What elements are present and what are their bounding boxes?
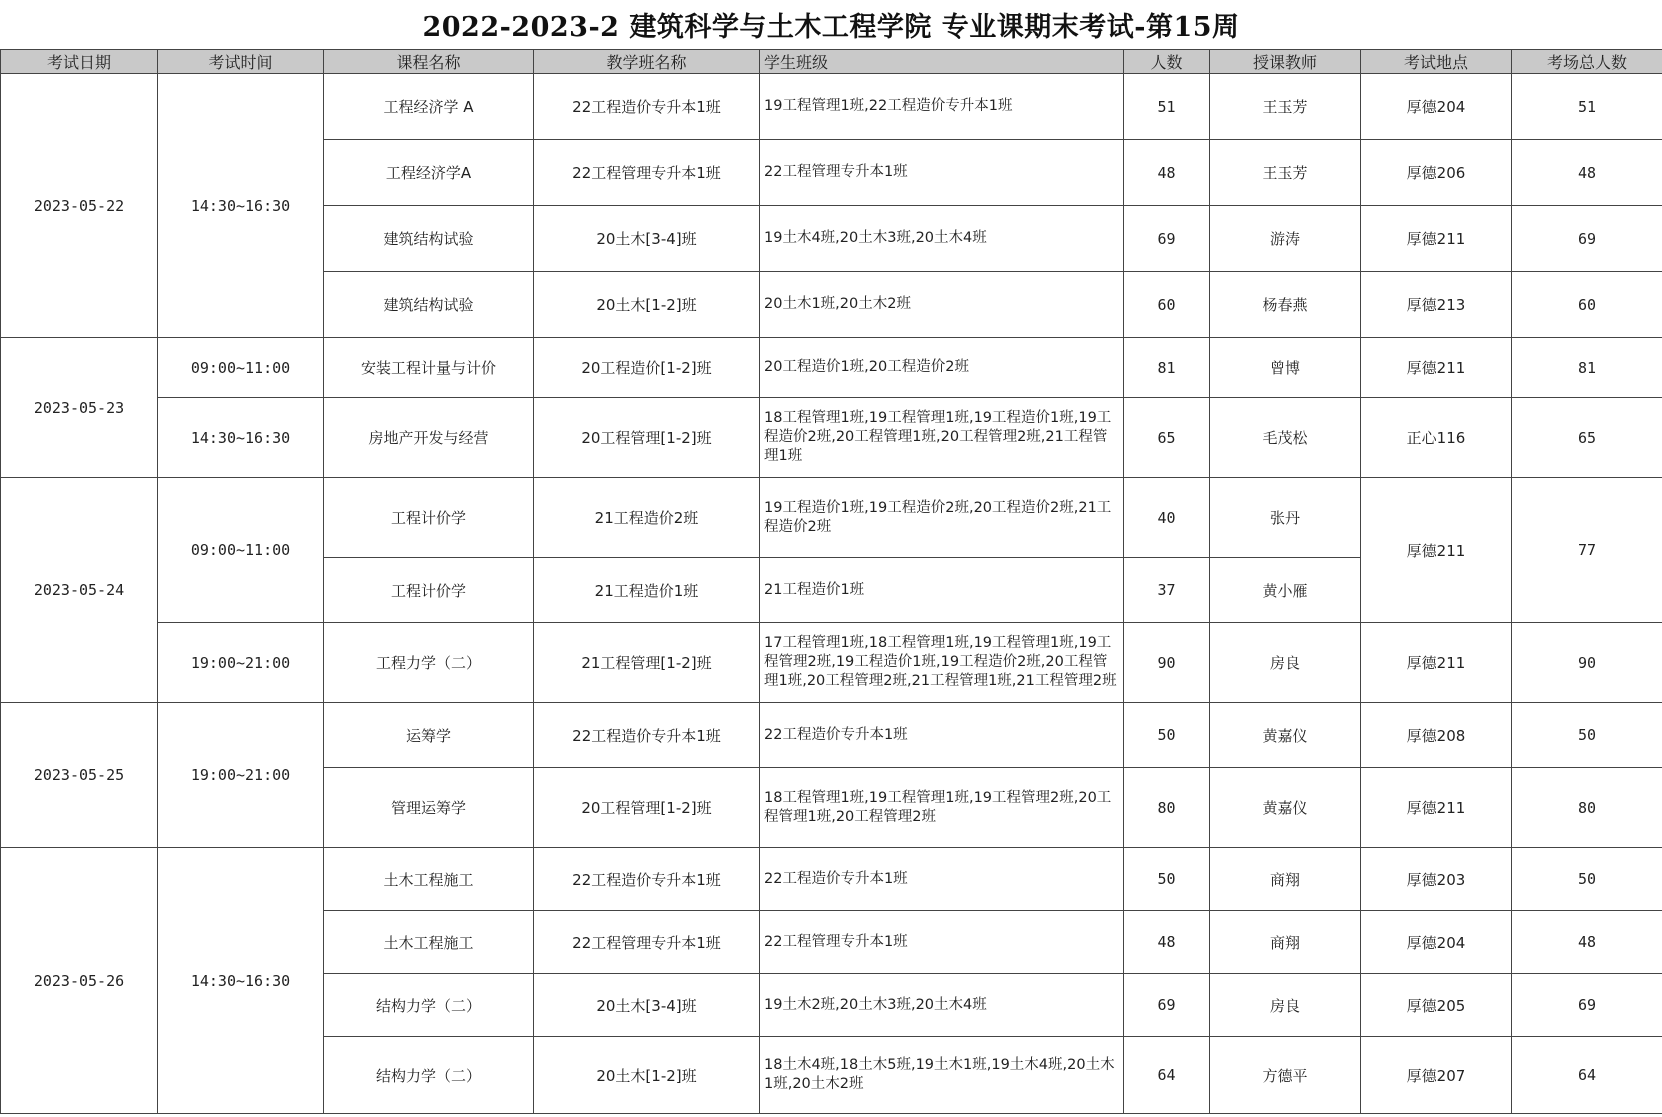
cell-teacher[interactable]: 张丹 bbox=[1210, 478, 1361, 558]
cell-class-name[interactable]: 22工程造价专升本1班 bbox=[534, 848, 760, 911]
cell-total[interactable]: 81 bbox=[1512, 338, 1662, 398]
cell-time[interactable]: 19:00~21:00 bbox=[158, 623, 324, 703]
header-students[interactable]: 学生班级 bbox=[760, 50, 1124, 74]
cell-date[interactable]: 2023-05-24 bbox=[1, 478, 158, 703]
cell-total[interactable]: 50 bbox=[1512, 703, 1662, 768]
cell-count[interactable]: 48 bbox=[1124, 140, 1210, 206]
cell-course[interactable]: 工程力学（二） bbox=[324, 623, 534, 703]
cell-course[interactable]: 运筹学 bbox=[324, 703, 534, 768]
header-teacher[interactable]: 授课教师 bbox=[1210, 50, 1361, 74]
table-row bbox=[1, 478, 1662, 558]
cell-course[interactable]: 管理运筹学 bbox=[324, 768, 534, 848]
cell-students[interactable]: 22工程管理专升本1班 bbox=[760, 911, 1124, 974]
cell-students[interactable]: 19土木2班,20土木3班,20土木4班 bbox=[760, 974, 1124, 1037]
cell-location[interactable]: 厚德213 bbox=[1361, 272, 1512, 338]
cell-location[interactable]: 厚德211 bbox=[1361, 206, 1512, 272]
cell-location[interactable]: 厚德211 bbox=[1361, 478, 1512, 623]
cell-class-name[interactable]: 22工程管理专升本1班 bbox=[534, 140, 760, 206]
cell-location[interactable]: 厚德211 bbox=[1361, 768, 1512, 848]
table-row bbox=[1, 848, 1662, 911]
cell-total[interactable]: 69 bbox=[1512, 974, 1662, 1037]
cell-total[interactable]: 90 bbox=[1512, 623, 1662, 703]
cell-course[interactable]: 土木工程施工 bbox=[324, 848, 534, 911]
cell-students[interactable]: 22工程造价专升本1班 bbox=[760, 703, 1124, 768]
cell-teacher[interactable]: 杨春燕 bbox=[1210, 272, 1361, 338]
cell-course[interactable]: 安装工程计量与计价 bbox=[324, 338, 534, 398]
cell-teacher[interactable]: 房良 bbox=[1210, 974, 1361, 1037]
cell-count[interactable]: 90 bbox=[1124, 623, 1210, 703]
table-row bbox=[1, 623, 1662, 703]
cell-count[interactable]: 50 bbox=[1124, 703, 1210, 768]
cell-class-name[interactable]: 21工程管理[1-2]班 bbox=[534, 623, 760, 703]
exam-schedule-table bbox=[0, 49, 1662, 1114]
cell-class-name[interactable]: 20工程管理[1-2]班 bbox=[534, 398, 760, 478]
cell-teacher[interactable]: 方德平 bbox=[1210, 1037, 1361, 1114]
cell-teacher[interactable]: 曾博 bbox=[1210, 338, 1361, 398]
cell-count[interactable]: 48 bbox=[1124, 911, 1210, 974]
cell-count[interactable]: 37 bbox=[1124, 558, 1210, 623]
cell-location[interactable]: 厚德207 bbox=[1361, 1037, 1512, 1114]
header-location[interactable]: 考试地点 bbox=[1361, 50, 1512, 74]
cell-count[interactable]: 69 bbox=[1124, 974, 1210, 1037]
cell-teacher[interactable]: 商翔 bbox=[1210, 848, 1361, 911]
cell-students[interactable]: 22工程造价专升本1班 bbox=[760, 848, 1124, 911]
cell-students[interactable]: 21工程造价1班 bbox=[760, 558, 1124, 623]
cell-teacher[interactable]: 黄小雁 bbox=[1210, 558, 1361, 623]
header-course[interactable]: 课程名称 bbox=[324, 50, 534, 74]
cell-location[interactable]: 正心116 bbox=[1361, 398, 1512, 478]
table-row bbox=[1, 74, 1662, 140]
cell-time[interactable]: 14:30~16:30 bbox=[158, 74, 324, 338]
cell-date[interactable]: 2023-05-22 bbox=[1, 74, 158, 338]
cell-students[interactable]: 17工程管理1班,18工程管理1班,19工程管理1班,19工程管理2班,19工程造价1班,19工程造价2班,20工程管理1班,20工程管理2班,21工程管理1班,21工程管理2班 bbox=[760, 623, 1124, 703]
cell-total[interactable]: 80 bbox=[1512, 768, 1662, 848]
cell-location[interactable]: 厚德203 bbox=[1361, 848, 1512, 911]
cell-students[interactable]: 20工程造价1班,20工程造价2班 bbox=[760, 338, 1124, 398]
cell-location[interactable]: 厚德204 bbox=[1361, 911, 1512, 974]
cell-count[interactable]: 40 bbox=[1124, 478, 1210, 558]
cell-teacher[interactable]: 游涛 bbox=[1210, 206, 1361, 272]
cell-class-name[interactable]: 20土木[1-2]班 bbox=[534, 272, 760, 338]
cell-time[interactable]: 14:30~16:30 bbox=[158, 398, 324, 478]
cell-teacher[interactable]: 商翔 bbox=[1210, 911, 1361, 974]
cell-course[interactable]: 结构力学（二） bbox=[324, 974, 534, 1037]
cell-total[interactable]: 48 bbox=[1512, 140, 1662, 206]
cell-students[interactable]: 20土木1班,20土木2班 bbox=[760, 272, 1124, 338]
cell-course[interactable]: 工程经济学 A bbox=[324, 74, 534, 140]
header-row bbox=[1, 50, 1662, 74]
cell-class-name[interactable]: 20土木[3-4]班 bbox=[534, 974, 760, 1037]
cell-teacher[interactable]: 黄嘉仪 bbox=[1210, 768, 1361, 848]
header-class-name[interactable]: 教学班名称 bbox=[534, 50, 760, 74]
cell-count[interactable]: 80 bbox=[1124, 768, 1210, 848]
cell-date[interactable]: 2023-05-23 bbox=[1, 338, 158, 478]
cell-teacher[interactable]: 毛茂松 bbox=[1210, 398, 1361, 478]
cell-count[interactable]: 64 bbox=[1124, 1037, 1210, 1114]
cell-course[interactable]: 建筑结构试验 bbox=[324, 272, 534, 338]
cell-location[interactable]: 厚德204 bbox=[1361, 74, 1512, 140]
cell-time[interactable]: 09:00~11:00 bbox=[158, 338, 324, 398]
cell-location[interactable]: 厚德206 bbox=[1361, 140, 1512, 206]
cell-class-name[interactable]: 22工程管理专升本1班 bbox=[534, 911, 760, 974]
cell-class-name[interactable]: 22工程造价专升本1班 bbox=[534, 74, 760, 140]
cell-course[interactable]: 结构力学（二） bbox=[324, 1037, 534, 1114]
cell-count[interactable]: 50 bbox=[1124, 848, 1210, 911]
cell-class-name[interactable]: 20土木[3-4]班 bbox=[534, 206, 760, 272]
cell-total[interactable]: 64 bbox=[1512, 1037, 1662, 1114]
cell-class-name[interactable]: 21工程造价2班 bbox=[534, 478, 760, 558]
cell-teacher[interactable]: 王玉芳 bbox=[1210, 140, 1361, 206]
cell-total[interactable]: 48 bbox=[1512, 911, 1662, 974]
table-row bbox=[1, 703, 1662, 768]
cell-time[interactable]: 19:00~21:00 bbox=[158, 703, 324, 848]
cell-count[interactable]: 65 bbox=[1124, 398, 1210, 478]
cell-course[interactable]: 建筑结构试验 bbox=[324, 206, 534, 272]
cell-date[interactable]: 2023-05-26 bbox=[1, 848, 158, 1114]
cell-students[interactable]: 18土木4班,18土木5班,19土木1班,19土木4班,20土木1班,20土木2班 bbox=[760, 1037, 1124, 1114]
cell-location[interactable]: 厚德205 bbox=[1361, 974, 1512, 1037]
header-count[interactable]: 人数 bbox=[1124, 50, 1210, 74]
cell-location[interactable]: 厚德211 bbox=[1361, 623, 1512, 703]
cell-class-name[interactable]: 22工程造价专升本1班 bbox=[534, 703, 760, 768]
header-date[interactable]: 考试日期 bbox=[1, 50, 158, 74]
cell-class-name[interactable]: 20工程管理[1-2]班 bbox=[534, 768, 760, 848]
cell-students[interactable]: 19工程造价1班,19工程造价2班,20工程造价2班,21工程造价2班 bbox=[760, 478, 1124, 558]
cell-class-name[interactable]: 20土木[1-2]班 bbox=[534, 1037, 760, 1114]
header-time[interactable]: 考试时间 bbox=[158, 50, 324, 74]
cell-teacher[interactable]: 王玉芳 bbox=[1210, 74, 1361, 140]
cell-total[interactable]: 60 bbox=[1512, 272, 1662, 338]
cell-total[interactable]: 69 bbox=[1512, 206, 1662, 272]
cell-students[interactable]: 18工程管理1班,19工程管理1班,19工程管理2班,20工程管理1班,20工程管理2班 bbox=[760, 768, 1124, 848]
cell-count[interactable]: 81 bbox=[1124, 338, 1210, 398]
cell-class-name[interactable]: 20工程造价[1-2]班 bbox=[534, 338, 760, 398]
cell-time[interactable]: 14:30~16:30 bbox=[158, 848, 324, 1114]
cell-course[interactable]: 工程计价学 bbox=[324, 558, 534, 623]
header-total[interactable]: 考场总人数 bbox=[1512, 50, 1662, 74]
table-row bbox=[1, 398, 1662, 478]
table-row bbox=[1, 338, 1662, 398]
cell-location[interactable]: 厚德208 bbox=[1361, 703, 1512, 768]
cell-students[interactable]: 19工程管理1班,22工程造价专升本1班 bbox=[760, 74, 1124, 140]
cell-total[interactable]: 77 bbox=[1512, 478, 1662, 623]
cell-total[interactable]: 51 bbox=[1512, 74, 1662, 140]
cell-class-name[interactable]: 21工程造价1班 bbox=[534, 558, 760, 623]
cell-count[interactable]: 60 bbox=[1124, 272, 1210, 338]
cell-course[interactable]: 工程经济学A bbox=[324, 140, 534, 206]
cell-students[interactable]: 22工程管理专升本1班 bbox=[760, 140, 1124, 206]
cell-total[interactable]: 65 bbox=[1512, 398, 1662, 478]
cell-date[interactable]: 2023-05-25 bbox=[1, 703, 158, 848]
cell-teacher[interactable]: 房良 bbox=[1210, 623, 1361, 703]
cell-course[interactable]: 工程计价学 bbox=[324, 478, 534, 558]
cell-course[interactable]: 土木工程施工 bbox=[324, 911, 534, 974]
cell-course[interactable]: 房地产开发与经营 bbox=[324, 398, 534, 478]
cell-count[interactable]: 51 bbox=[1124, 74, 1210, 140]
cell-students[interactable]: 18工程管理1班,19工程管理1班,19工程造价1班,19工程造价2班,20工程管理1班,20工程管理2班,21工程管理1班 bbox=[760, 398, 1124, 478]
cell-count[interactable]: 69 bbox=[1124, 206, 1210, 272]
cell-location[interactable]: 厚德211 bbox=[1361, 338, 1512, 398]
cell-students[interactable]: 19土木4班,20土木3班,20土木4班 bbox=[760, 206, 1124, 272]
cell-total[interactable]: 50 bbox=[1512, 848, 1662, 911]
cell-teacher[interactable]: 黄嘉仪 bbox=[1210, 703, 1361, 768]
sheet-title: 2022-2023-2 建筑科学与土木工程学院 专业课期末考试-第15周 bbox=[422, 12, 1240, 43]
cell-time[interactable]: 09:00~11:00 bbox=[158, 478, 324, 623]
